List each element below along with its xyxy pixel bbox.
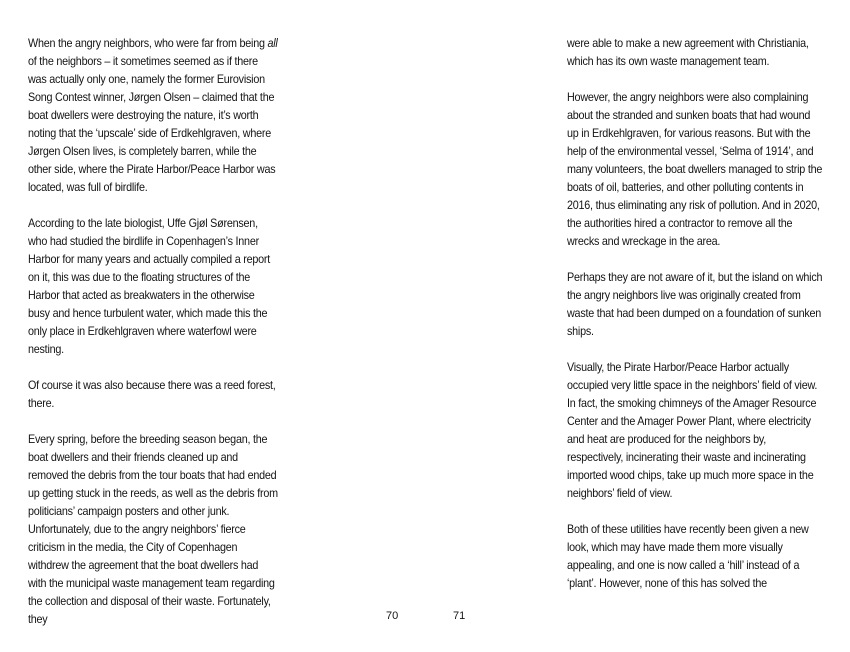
right-page-text — [567, 35, 824, 593]
left-page-text — [28, 35, 279, 629]
paragraph: Both of these utilities have recently been given a new look, which may have made them more visually appealing, and one is now called a ‘hill’ instead of a ‘plant’. However, none of this has solved the — [567, 523, 809, 590]
paragraph: Every spring, before the breeding season began, the boat dwellers and their friends cleaned up and removed the debris from the tour boats that had ended up getting stuck in the reeds, as well as the debris from politicians’ campaign posters and other junk. Unfortunately, due to the angry neighbors’ fierce criticism in the media, the City of Copenhagen withdrew the agreement that the boat dwellers had with the municipal waste management team regarding the collection and disposal of their waste. Fortunately, they — [28, 433, 278, 626]
paragraph: According to the late biologist, Uffe Gjøl Sørensen, who had studied the birdlife in Copenhagen’s Inner Harbor for many years and actually compiled a report on it, this was due to the floating structures of the Harbor that acted as breakwaters in the otherwise busy and hence turbulent water, which made this the only place in Erdkehlgraven where waterfowl were nesting. — [28, 217, 271, 356]
page-number-right: 71 — [453, 610, 466, 622]
paragraph: Of course it was also because there was a reed forest, there. — [28, 379, 276, 410]
paragraph: When the angry neighbors, who were far from being all of the neighbors – it sometimes seemed as if there was actually only one, namely the former Eurovision Song Contest winner, Jørgen Olsen – claimed that the boat dwellers were destroying the nature, it’s worth noting that the ‘upscale’ side of Erdkehlgraven, where Jørgen Olsen lives, is completely barren, while the other side, where the Pirate Harbor/Peace Harbor was located, was full of birdlife. — [28, 37, 278, 194]
page-number-left: 70 — [386, 610, 399, 622]
paragraph: Visually, the Pirate Harbor/Peace Harbor actually occupied very little space in the neighbors’ field of view. In fact, the smoking chimneys of the Amager Resource Center and the Amager Power Plant, where electricity and heat are produced for the neighbors by, respectively, incinerating their waste and incinerating imported wood chips, take up much more space in the neighbors’ field of view. — [567, 361, 818, 500]
paragraph: were able to make a new agreement with Christiania, which has its own waste management team. — [567, 37, 809, 68]
paragraph: However, the angry neighbors were also complaining about the stranded and sunken boats that had wound up in Erdkehlgraven, for various reasons. But with the help of the environmental vessel, ‘Selma of 1914’, and many volunteers, the boat dwellers managed to strip the boats of oil, batteries, and other polluting contents in 2016, thus eliminating any risk of pollution. And in 2020, the authorities hired a contractor to remove all the wrecks and wreckage in the area. — [567, 91, 823, 248]
emphasis: all — [267, 37, 278, 50]
paragraph: Perhaps they are not aware of it, but the island on which the angry neighbors live was originally created from waste that had been dumped on a foundation of sunken ships. — [567, 271, 823, 338]
